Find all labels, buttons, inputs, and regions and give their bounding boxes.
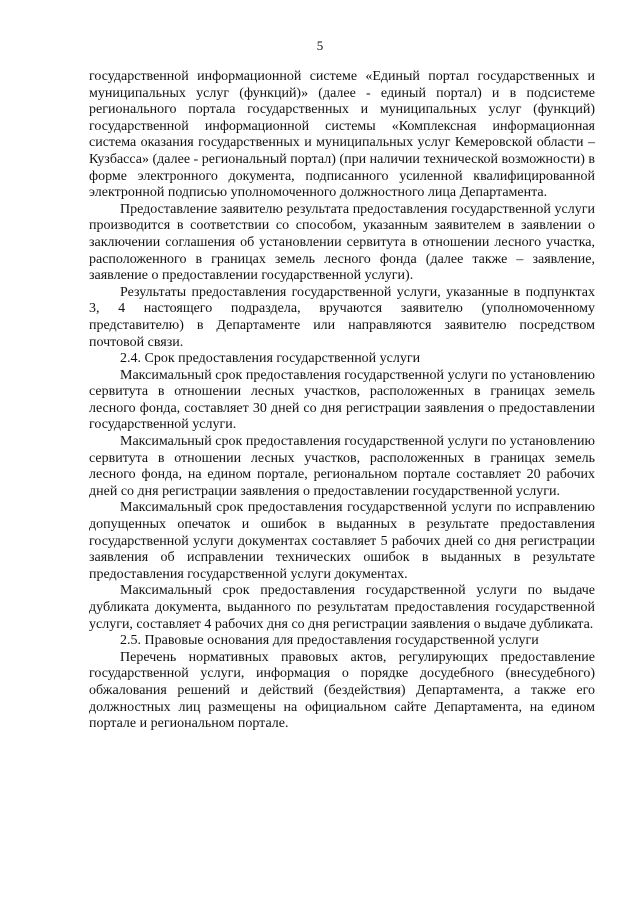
section-heading-2-5: 2.5. Правовые основания для предоставления государственной услуги [120, 633, 539, 649]
paragraph-max-term-20-days: Максимальный срок предоставления государственной услуги по установлению сервитута в отношении лесных участков, расположенных в границах земель лесного фонда, на едином портале, региональном портале составляет 20 рабочих дней со дня регистрации заявления о предоставлении государственной услуги. [89, 434, 595, 499]
paragraph-max-term-duplicate: Максимальный срок предоставления государственной услуги по выдаче дубликата документа, выданного по результатам предоставления государственной услуги, составляет 4 рабочих дня со дня регистрации заявления о выдаче дубликата. [89, 583, 595, 632]
document-body [89, 69, 595, 733]
paragraph-max-term-corrections: Максимальный срок предоставления государственной услуги по исправлению допущенных опечаток и ошибок в выданных в результате предоставления государственной услуги документах составляет 5 рабочих дней со дня регистрации заявления об исправлении технических ошибок в выданных в результате предоставления государственной услуги документах. [89, 500, 595, 582]
paragraph-results-handover: Результаты предоставления государственной услуги, указанные в подпунктах 3, 4 настоящего подраздела, вручаются заявителю (уполномоченному представителю) в Департаменте или направляются заявителю посредством почтовой связи. [89, 284, 595, 350]
page-number: 5 [316, 38, 324, 53]
section-heading-2-4: 2.4. Срок предоставления государственной услуги [120, 351, 421, 367]
paragraph-max-term-30-days: Максимальный срок предоставления государственной услуги по установлению сервитута в отношении лесных участков, расположенных в границах земель лесного фонда, составляет 30 дней со дня регистрации заявления о предоставлении государственной услуги. [89, 367, 595, 433]
paragraph-continuation: государственной информационной системе «Единый портал государственных и муниципальных услуг (функций)» (далее - единый портал) и в подсистеме регионального портала государственных и муниципальных услуг (функций) государственной информационной системы «Комплексная информационная система оказания государственных и муниципальных услуг Кемеровской области – Кузбасса» (далее - региональный портал) (при наличии технической возможности) в форме электронного документа, подписанного усиленной квалифицированной электронной подписью уполномоченного должностного лица Департамента. [89, 69, 595, 201]
paragraph-result-delivery: Предоставление заявителю результата предоставления государственной услуги производится в соответствии со способом, указанным заявителем в заявлении о заключении соглашения об установлении сервитута в отношении лесного участка, расположенного в границах земель лесного фонда (далее также – заявление, заявление о предоставлении государственной услуги). [89, 201, 595, 284]
paragraph-legal-acts: Перечень нормативных правовых актов, регулирующих предоставление государственной услуги, информация о порядке досудебного (внесудебного) обжалования решений и действий (бездействия) Департамента, а также его должностных лиц размещены на официальном сайте Департамента, на едином портале и региональном портале. [89, 649, 595, 732]
